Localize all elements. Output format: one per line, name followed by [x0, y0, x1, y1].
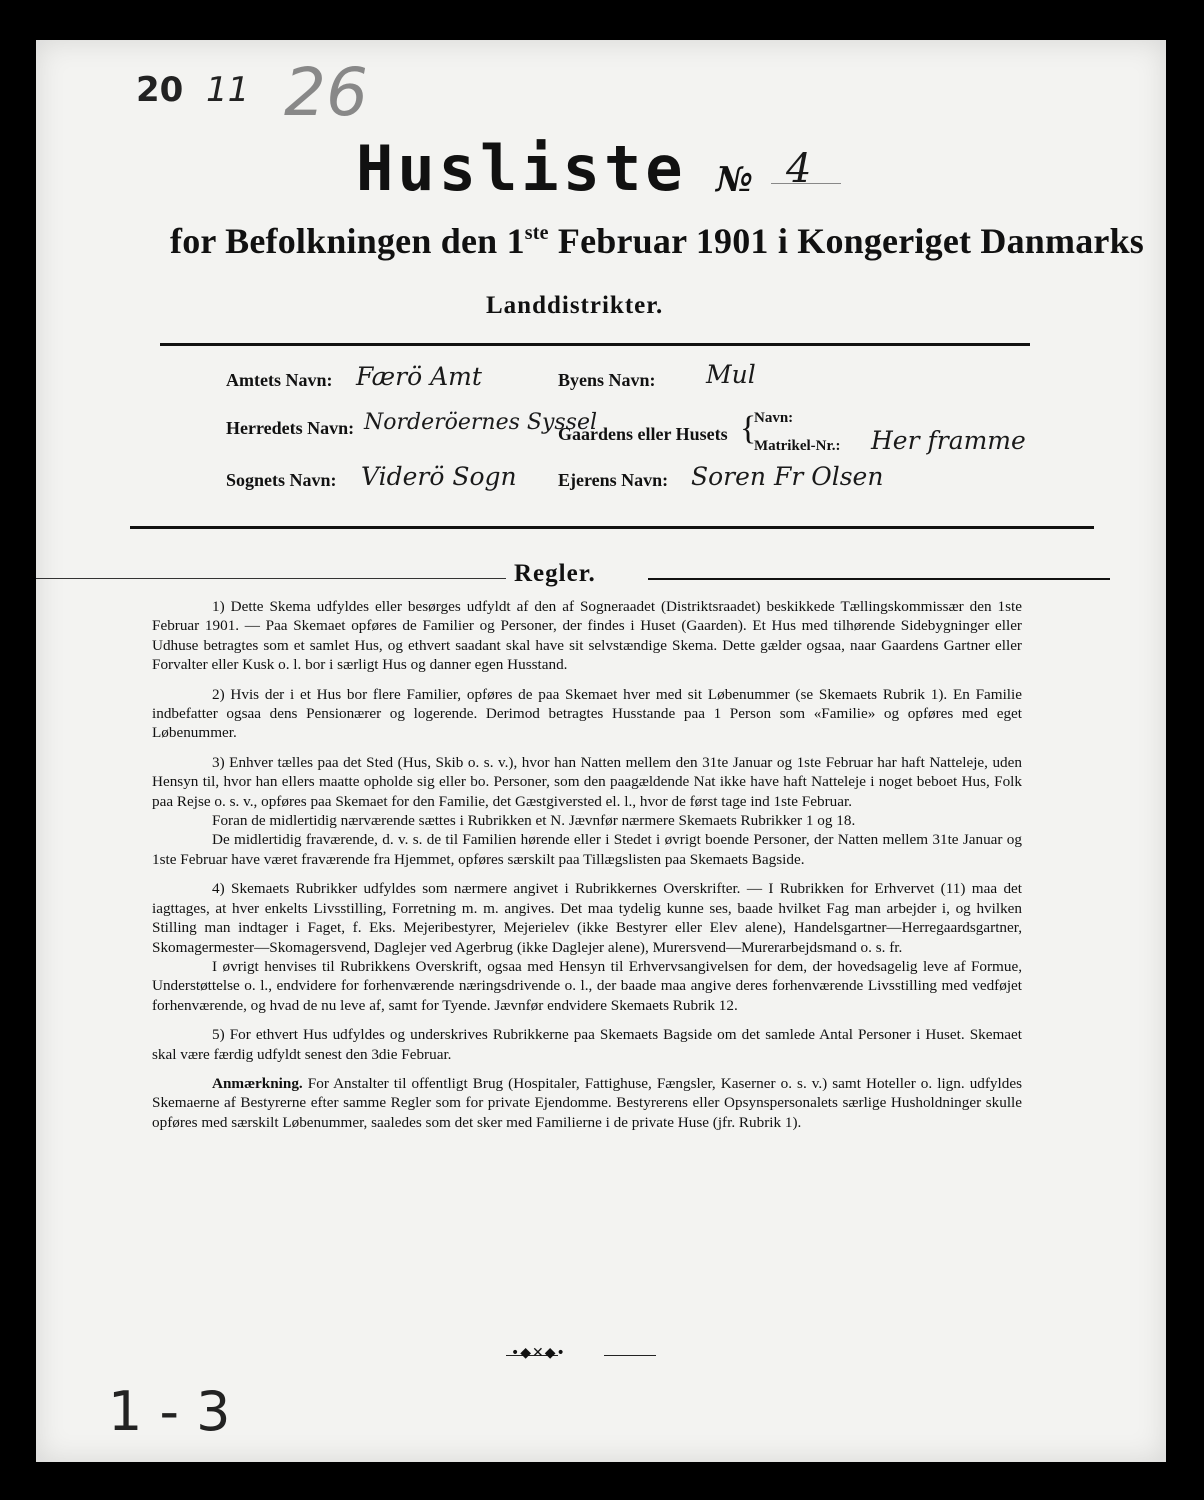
byens-label: Byens Navn:: [558, 370, 656, 390]
gaard-label: Gaardens eller Husets: [558, 424, 728, 444]
subtitle-pre: for Befolkningen den 1: [170, 221, 525, 261]
subtitle-post: Februar 1901 i Kongeriget Danmarks: [548, 221, 1145, 261]
sogn-value: Viderö Sogn: [361, 462, 517, 491]
herred-value: Norderöernes Syssel: [364, 410, 598, 435]
note-label: Anmærkning.: [212, 1074, 303, 1092]
form-number: 4: [786, 146, 812, 192]
note-text: For Anstalter til offentligt Brug (Hospitaler, Fattighuse, Fængsler, Kaserner o. s. v.) samt Hoteller o. lign. udfyldes Skemaerne af Bestyrerne efter samme Regler som for private Ejendomme. Bestyrerens eller Opsynspersonalets særlige Husholdninger skulle opføres med særskilt Løbenummer, saaledes som det sker med Familierne i de private Huse (jfr. Rubrik 1).: [152, 1074, 1022, 1131]
rule-3-fravaerende: De midlertidig fraværende, d. v. s. de til Familien hørende eller i Stedet i øvrigt boende Personer, der Natten mellem 31te Januar og 1ste Februar have været fraværende fra Hjemmet, opføres særskilt paa Tillægslisten paa Skemaets Bagside.: [152, 831, 1022, 868]
corner-mark-20: 20: [136, 70, 184, 110]
census-form-sheet: [36, 40, 1166, 1462]
corner-mark-11: 11: [206, 70, 250, 110]
amt-label: Amtets Navn:: [226, 370, 333, 390]
form-title: Husliste: [356, 132, 687, 205]
rule-1: 1) Dette Skema udfyldes eller besørges udfyldt af den af Sogneraadet (Distriktsraadet) beskikkede Tællingskommissær den 1ste Februar 1901. — Paa Skemaet opføres de Familier og Personer, der findes i Huset (Gaarden). Et Hus med tilhørende Sidebygninger eller Udhuse betragtes som et samlet Hus, og ethvert saadant skal have sit selvstændige Skema. Dette gælder ogsaa, naar Gaardens Gartner eller Forvalter eller Kusk o. l. bor i særligt Hus og danner egen Husstand.: [152, 598, 1022, 674]
regler-rule-left: [36, 578, 506, 579]
corner-mark-26: 26: [284, 54, 368, 131]
header-rule-top: [160, 343, 1030, 346]
rule-2: 2) Hvis der i et Hus bor flere Familier, opføres de paa Skemaet hver med sit Løbenummer (se Skemaets Rubrik 1). En Familie indbefatter ogsaa dens Pensionærer og logerende. Derimod betragtes Husstande paa 1 Person som «Familie» og opføres med eget Løbenummer.: [152, 685, 1022, 742]
rule-4: 4) Skemaets Rubrikker udfyldes som nærmere angivet i Rubrikkernes Overskrifter. — I Rubrikken for Erhvervet (11) maa det iagttages, at hver enkelts Livsstilling, Forretning m. m. angives. Det maa tydelig kunne ses, baade hvilket Fag man arbejder i, og hvilken Stilling man indtager i Faget, f. Eks. Mejeribestyrer, Mejerielev (ikke Bestyrer eller Elev alene), Handelsgartner—Herregaardsgartner, Skomagermester—Skomagersvend, Daglejer ved Agerbrug (ikke Daglejer alene), Murersvend—Murerarbejdsmand o. s. fr.: [152, 880, 1022, 956]
regler-rule-right: [648, 578, 1110, 580]
byens-value: Mul: [706, 360, 756, 389]
amt-value: Færö Amt: [356, 362, 482, 391]
ejer-label: Ejerens Navn:: [558, 470, 669, 490]
subtitle-sup: ste: [524, 222, 549, 244]
number-label: №: [716, 160, 753, 200]
ornament: •◆✕◆•: [511, 1345, 566, 1361]
form-subsubtitle: Landdistrikter.: [486, 292, 664, 319]
header-rule-bottom: [130, 526, 1094, 529]
rule-3: 3) Enhver tælles paa det Sted (Hus, Skib o. s. v.), hvor han Natten mellem den 31te Januar og 1ste Februar har haft Natteleje, uden Hensyn til, hvor han ellers maatte opholde sig eller bo. Personer, som den paagældende Nat ikke have haft Natteleje i noget beboet Hus, Folk paa Rejse o. s. v., opføres paa Skemaet for den Familie, det Gæstgiversted el. l., hvor de først tage ind 1ste Februar.: [152, 753, 1022, 810]
ejer-value: Soren Fr Olsen: [691, 462, 884, 491]
sogn-label: Sognets Navn:: [226, 470, 337, 490]
bottom-page-mark: 1 - 3: [108, 1380, 231, 1443]
regler-heading: Regler.: [514, 560, 596, 587]
matrikel-value: Her framme: [871, 426, 1026, 455]
note: [152, 1074, 1022, 1132]
ornament-line-right: [604, 1355, 656, 1356]
matrikel-label: Matrikel-Nr.:: [754, 438, 841, 454]
form-subtitle: [170, 220, 1144, 262]
rule-5: 5) For ethvert Hus udfyldes og underskrives Rubrikkerne paa Skemaets Bagside om det samlede Antal Personer i Huset. Skemaet skal være færdig udfyldt senest den 3die Februar.: [152, 1026, 1022, 1063]
navn-label: Navn:: [754, 410, 794, 426]
rule-4-oevrigt: I øvrigt henvises til Rubrikkens Overskrift, ogsaa med Hensyn til Erhvervsangivelsen for dem, der hovedsagelig leve af Formue, Understøttelse o. l., endvidere for forhenværende næringsdrivende o. l., der baade maa angive deres forhenværende Livsstilling med vedføjet forhenværende, og hvad de nu leve af, samt for Tyende. Jævnfør endvidere Skemaets Rubrik 12.: [152, 957, 1022, 1014]
gaard-brace: {: [740, 410, 757, 447]
rule-3-foran: Foran de midlertidig nærværende sættes i Rubrikken et N. Jævnfør nærmere Skemaets Rubrikker 1 og 18.: [212, 812, 856, 830]
rules-body: [152, 597, 1022, 1142]
herred-label: Herredets Navn:: [226, 418, 355, 438]
number-underline: [771, 183, 841, 184]
